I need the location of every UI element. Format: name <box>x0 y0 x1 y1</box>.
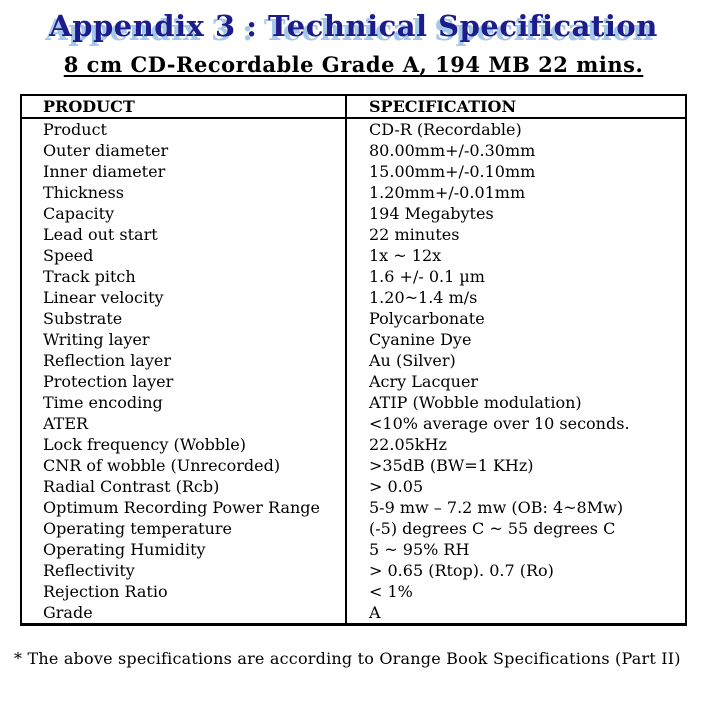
table-row <box>22 560 685 581</box>
table-row <box>22 329 685 350</box>
spec-cell: (-5) degrees C ~ 55 degrees C <box>369 519 616 538</box>
product-cell: Substrate <box>22 308 347 329</box>
product-cell: Reflectivity <box>22 560 347 581</box>
product-cell: Thickness <box>22 182 347 203</box>
table-row <box>22 266 685 287</box>
table-row <box>22 245 685 266</box>
spec-cell: Cyanine Dye <box>369 330 472 349</box>
spec-cell: 5 ~ 95% RH <box>369 540 470 559</box>
table-row <box>22 476 685 497</box>
spec-table-header-row <box>22 96 685 119</box>
spec-cell: ATIP (Wobble modulation) <box>369 393 582 412</box>
product-cell: Inner diameter <box>22 161 347 182</box>
product-cell: ATER <box>22 413 347 434</box>
table-row <box>22 161 685 182</box>
table-row <box>22 182 685 203</box>
table-row <box>22 581 685 602</box>
page-title: Appendix 3 : Technical Specification <box>49 9 658 43</box>
column-header-product: PRODUCT <box>22 96 347 117</box>
product-cell: Protection layer <box>22 371 347 392</box>
spec-table-body <box>22 119 685 623</box>
spec-cell: 194 Megabytes <box>369 204 494 223</box>
table-row <box>22 518 685 539</box>
product-cell: Writing layer <box>22 329 347 350</box>
spec-cell: 15.00mm+/-0.10mm <box>369 162 536 181</box>
table-row <box>22 308 685 329</box>
spec-cell: 1.20mm+/-0.01mm <box>369 183 526 202</box>
product-cell: Track pitch <box>22 266 347 287</box>
spec-cell: 80.00mm+/-0.30mm <box>369 141 536 160</box>
product-cell: Optimum Recording Power Range <box>22 497 347 518</box>
spec-cell: 1.20~1.4 m/s <box>369 288 478 307</box>
spec-cell: > 0.05 <box>369 477 424 496</box>
product-cell: Product <box>22 119 347 140</box>
product-cell: Outer diameter <box>22 140 347 161</box>
product-cell: Capacity <box>22 203 347 224</box>
product-cell: Time encoding <box>22 392 347 413</box>
column-header-specification: SPECIFICATION <box>369 97 517 116</box>
product-cell: Speed <box>22 245 347 266</box>
product-cell: Rejection Ratio <box>22 581 347 602</box>
spec-cell: 22 minutes <box>369 225 460 244</box>
table-row <box>22 455 685 476</box>
table-row <box>22 434 685 455</box>
spec-cell: 5-9 mw – 7.2 mw (OB: 4~8Mw) <box>369 498 624 517</box>
spec-cell: 1.6 +/- 0.1 µm <box>369 267 485 286</box>
product-cell: Operating Humidity <box>22 539 347 560</box>
table-row <box>22 413 685 434</box>
product-cell: Lead out start <box>22 224 347 245</box>
spec-cell: A <box>369 603 381 622</box>
table-row <box>22 602 685 623</box>
page-subtitle-text: 8 cm CD-Recordable Grade A, 194 MB 22 mins. <box>63 52 644 77</box>
table-row <box>22 350 685 371</box>
table-row <box>22 497 685 518</box>
spec-cell: < 1% <box>369 582 413 601</box>
product-cell: Operating temperature <box>22 518 347 539</box>
spec-cell: Acry Lacquer <box>369 372 479 391</box>
table-row <box>22 140 685 161</box>
table-row <box>22 371 685 392</box>
product-cell: Linear velocity <box>22 287 347 308</box>
page-subtitle <box>0 52 707 77</box>
table-row <box>22 287 685 308</box>
spec-cell: Polycarbonate <box>369 309 485 328</box>
footnote: * The above specifications are according to Orange Book Specifications (Part II) <box>14 649 681 668</box>
product-cell: Grade <box>22 602 347 623</box>
product-cell: Lock frequency (Wobble) <box>22 434 347 455</box>
spec-sheet-page <box>0 9 707 705</box>
table-row <box>22 392 685 413</box>
spec-cell: >35dB (BW=1 KHz) <box>369 456 534 475</box>
product-cell: CNR of wobble (Unrecorded) <box>22 455 347 476</box>
spec-cell: Au (Silver) <box>369 351 456 370</box>
product-cell: Radial Contrast (Rcb) <box>22 476 347 497</box>
table-row <box>22 203 685 224</box>
spec-cell: CD-R (Recordable) <box>369 120 522 139</box>
product-cell: Reflection layer <box>22 350 347 371</box>
spec-cell: 22.05kHz <box>369 435 447 454</box>
spec-cell: > 0.65 (Rtop). 0.7 (Ro) <box>369 561 554 580</box>
spec-cell: <10% average over 10 seconds. <box>369 414 630 433</box>
table-row <box>22 224 685 245</box>
spec-cell: 1x ~ 12x <box>369 246 442 265</box>
table-row <box>22 119 685 140</box>
table-row <box>22 539 685 560</box>
spec-table <box>20 94 687 626</box>
